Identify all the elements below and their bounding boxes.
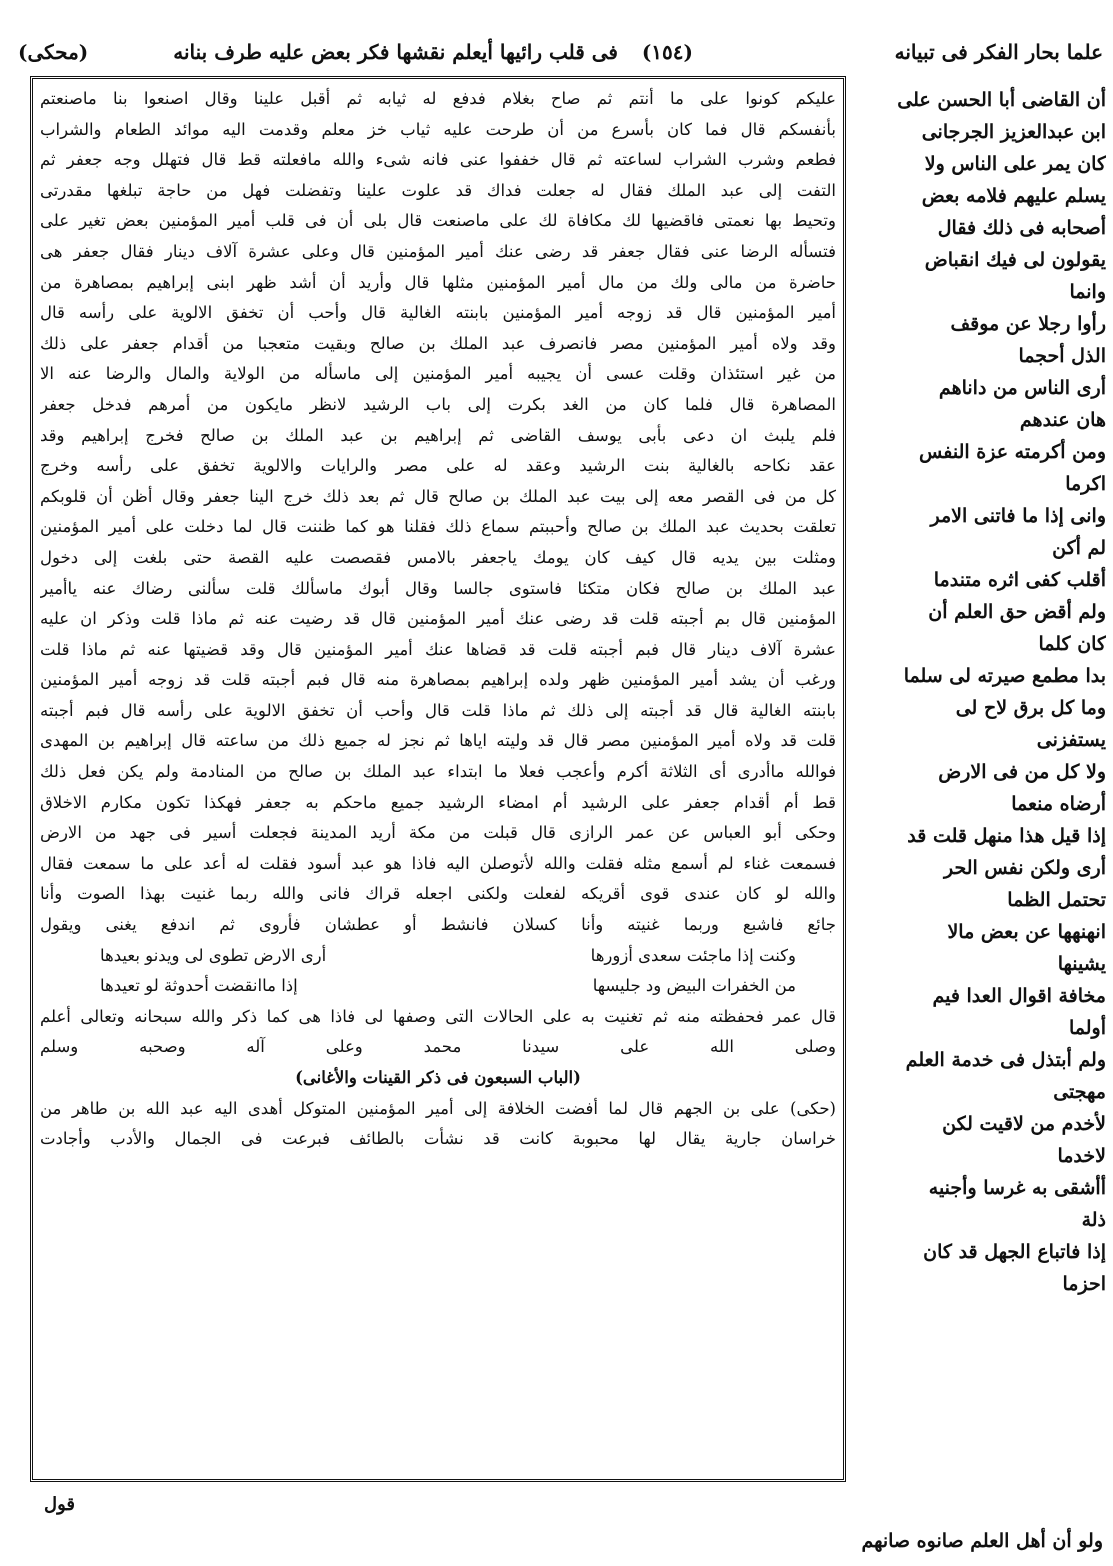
page-header [18,40,1103,76]
margin-commentary [856,84,1106,1300]
text-line: فتسأله الرضا عنى فقال جعفر قد رضى عنك أمير المؤمنين قال وعلى عشرة آلاف دينار فقال جعفر هى [40,241,836,261]
margin-line: أرى الناس من داناهم [938,377,1106,399]
text-line: عبد الملك بن صالح فكان متكئا فاستوى جالسا وقال أبوك ماسألك قلت سألنى رضاك عنه ياأمير [40,578,836,598]
text-line: وصلى الله على سيدنا محمد وعلى آله وصحبه وسلم [40,1037,836,1057]
margin-line: احزما [1062,1273,1106,1295]
text-line: قط أم أقدام جعفر على الرشيد أم امضاء الرشيد جميع ماحكم به جعفر فهكذا تكون مكارم الاخلاق [40,792,836,812]
margin-line: أأشقى به غرسا وأجنيه [928,1177,1106,1199]
margin-line: لأخدم من لاقيت لكن [942,1113,1106,1135]
margin-line: لاخدما [1057,1145,1106,1167]
margin-line: وانما [1069,281,1106,303]
text-line: وتحيط بها نعمتى فاقضيها لك مكافاة لك على ماصنعت قال بلى أن فى قلب أمير المؤمنين بعض تغير على [40,211,836,231]
text-line: ورغب أن يشد أمير المؤمنين ظهر ولده إبراهيم بمصاهرة منه قال فبم أجبته قلت قد زوجه أمير المؤمنين [40,670,836,690]
margin-line: يسلم عليهم فلامه بعض [921,185,1106,207]
chapter-heading: (الباب السبعون فى ذكر القينات والأغانى) [295,1068,581,1087]
text-line: بأنفسكم قال فما كان بأسرع من أن طرحت عليه ثياب خز معلم وقدمت اليه موائد الطعام والشراب [40,119,836,139]
verse-2-second-hemistich: إذا ماانقضت أحدوثة لو تعيدها [100,976,298,996]
margin-line: أولما [1068,1017,1106,1039]
text-line: ومثلت بين يديه قال كيف كان يومك ياجعفر بالامس فقصصت عليه القصة حتى بلغت إلى دخول [40,547,836,567]
margin-line: مهجتى [1053,1081,1106,1103]
text-line: وحكى أبو العباس عن عمر الرازى قال قبلت من مكة أريد المدينة فجعلت أسير فى جهد من الارض [40,823,836,843]
text-line: فطعم وشرب الشراب لساعته ثم قال خففوا عنى فانه شىء والله مافعلته قط قال فتهلل وجه جعفر ثم [40,150,836,170]
margin-line: أرى ولكن نفس الحر [943,857,1106,879]
text-line: فسمعت غناء لم أسمع مثله فقلت والله لأتوصلن اليه فاذا هو عبد أسود فقلت له أعد على ما سمعت فقال [40,853,836,873]
margin-line: وانى إذا ما فاتنى الامر [930,505,1106,527]
text-line: أمير المؤمنين قال قد زوجه أمير المؤمنين بابنته الغالية قال وأحب أن تخفق الالوية على رأسه قال [40,303,836,323]
text-line: وقد ولاه أمير المؤمنين مصر فانصرف عبد الملك بن صالح وبقيت متعجبا من أقدام جعفر على ذلك [40,333,836,353]
text-line: عشرة آلاف دينار قال فبم أجبته قلت قد قضاها عنك أمير المؤمنين قال وقد قضيتها عنه ثم ماذا قلت [40,639,836,659]
margin-line: ولم أقض حق العلم أن [928,601,1106,623]
main-text-body [40,84,836,1155]
margin-line: هان عندهم [1019,409,1106,431]
text-line: تعلقت بحديث عبد الملك بن صالح وأحببتم سماع ذلك فقلنا هو كما ظننت قال لما دخلت على أمير المؤمنين [40,517,836,537]
margin-line: ابن عبدالعزيز الجرجانى [921,121,1106,143]
text-line: المؤمنين قال بم أجبته قلت قد رضى عنك أمير المؤمنين قال قد رضيت عنه ثم ماذا قلت وذكر ان عليه [40,609,836,629]
text-line: عقد نكاحه بالغالية بنت الرشيد وعقد له على مصر والرايات والالوية تخفق على رأسه وخرج [40,456,836,476]
verse-1-second-hemistich: أرى الارض تطوى لى ويدنو بعيدها [100,945,327,965]
text-line: جائع فاشبع وربما غنيته وأنا كسلان فانشط أو عطشان فأروى ثم اندفع يغنى ويقول [40,915,836,935]
margin-line: انهنهها عن بعض مالا [947,921,1106,943]
text-line: فوالله ماأدرى أى الثلاثة أكرم وأعجب فعلا ما ابتداء عبد الملك بن صالح من المنادمة ولم يكن فعل ذلك [40,762,836,782]
margin-line: كان كلما [1038,633,1106,655]
margin-line: يشينها [1057,953,1106,975]
catchword: قول [44,1494,75,1515]
margin-line: اكرما [1065,473,1106,495]
margin-line: ولا كل من فى الارض [938,761,1106,783]
text-line: كل من فى القصر معه إلى بيت عبد الملك بن صالح قال ثم بعد ذلك خرج الينا جعفر وقال أظن أن قلوبكم [40,486,836,506]
margin-line: بدا مطمع صيرته لى سلما [903,665,1106,687]
text-line: التفت إلى عبد الملك فقال له جعلت فداك قد علوت علينا وتفضلت فهل من حاجة تبلغها مقدرتى [40,180,836,200]
text-line: بابنته الغالية قال قد أجبته إلى ذلك ثم ماذا قلت قال وأحب أن تخفق الالوية على رأسه قال فبم أجبته [40,700,836,720]
margin-line: يستفزنى [1036,729,1106,751]
text-line: (حكى) على بن الجهم قال لما أفضت الخلافة إلى أمير المؤمنين المتوكل أهدى اليه عبد الله بن طاهر من [40,1098,836,1118]
margin-line: مخافة اقوال العدا فيم [932,985,1106,1007]
margin-line: إذا فاتباع الجهل قد كان [923,1241,1106,1263]
margin-line: أن القاضى أبا الحسن على [897,89,1106,111]
running-title-right: علما بحار الفكر فى تبيانه [894,40,1103,64]
text-line: خراسان جارية يقال لها محبوبة كانت قد نشأت بالطائف فبرعت فى الجمال والأدب وأجادت [40,1129,836,1149]
verse-1-first-hemistich: وكنت إذا ماجئت سعدى أزورها [590,945,796,965]
text-line: من غير استئذان وقلت عسى أن يجيبه أمير المؤمنين إلى ماسأله من الولاية والمال والرضا عنه الا [40,364,836,384]
margin-line: لم أكن [1052,537,1106,559]
margin-line: تحتمل الظما [1007,889,1106,911]
text-line: والله لو كان عندى قوى أقريكه لفعلت ولكنى اجعله قراك فانى والله ربما غنيت بهذا الصوت وأنا [40,884,836,904]
verse-2 [40,971,836,1002]
margin-footer-line: ولو أن أهل العلم صانوه صانهم [861,1530,1103,1552]
verse-2-first-hemistich: من الخفرات البيض ود جليسها [592,976,796,996]
margin-line: ومن أكرمته عزة النفس [919,441,1106,463]
text-line: عليكم كونوا على ما أنتم ثم صاح بغلام فدفع له ثيابه ثم أقبل علينا وقال اصنعوا بنا ماصنعتم [40,89,836,108]
margin-line: أصحابه فى ذلك فقال [937,217,1106,239]
text-line: فلم يلبث ان دعى بأبى يوسف القاضى ثم إبراهيم بن عبد الملك بن صالح فخرج إبراهيم وقد [40,425,836,445]
margin-line: أرضاه منعما [1011,793,1106,815]
text-line: قلت قد ولاه أمير المؤمنين مصر قال قد وليته اياها ثم نجز له جميع ذلك من ساعته قال إبراهيم بن المهدى [40,731,836,751]
verse-1 [40,941,836,972]
text-line: قال عمر فحفظته منه ثم تغنيت به على الحالات التى وصفها لى فاذا هى كما ذكر والله سبحانه وتعالى أعلم [40,1006,836,1026]
running-title-center: فى قلب رائيها أيعلم نقشها فكر بعض عليه طرف بنانه [173,40,618,64]
margin-line: رأوا رجلا عن موقف [950,313,1106,335]
margin-line: كان يمر على الناس ولا [924,153,1106,175]
margin-line: أقلب كفى اثره متندما [933,569,1106,591]
margin-line: الذل أحجما [1018,345,1106,367]
margin-line: إذا قيل هذا منهل قلت قد [907,825,1106,847]
text-line: المصاهرة قال فلما كان من الغد بكرت إلى باب الرشيد لانظر مايكون من أمرهم فدخل جعفر [40,394,836,414]
text-line: حاضرة من مالى ولك من مال أمير المؤمنين مثلها قال وأريد أن أشد ظهر ابنى إبراهيم بمصاهرة من [40,272,836,292]
poem [40,941,836,1002]
margin-line: ولم أبتذل فى خدمة العلم [905,1049,1106,1071]
margin-line: ذلة [1081,1209,1106,1231]
section-marker: (محكى) [18,40,89,64]
margin-line: يقولون لى فيك انقباض [924,249,1106,271]
margin-line: وما كل برق لاح لى [955,697,1106,719]
page-number: (١٥٤) [641,40,693,64]
